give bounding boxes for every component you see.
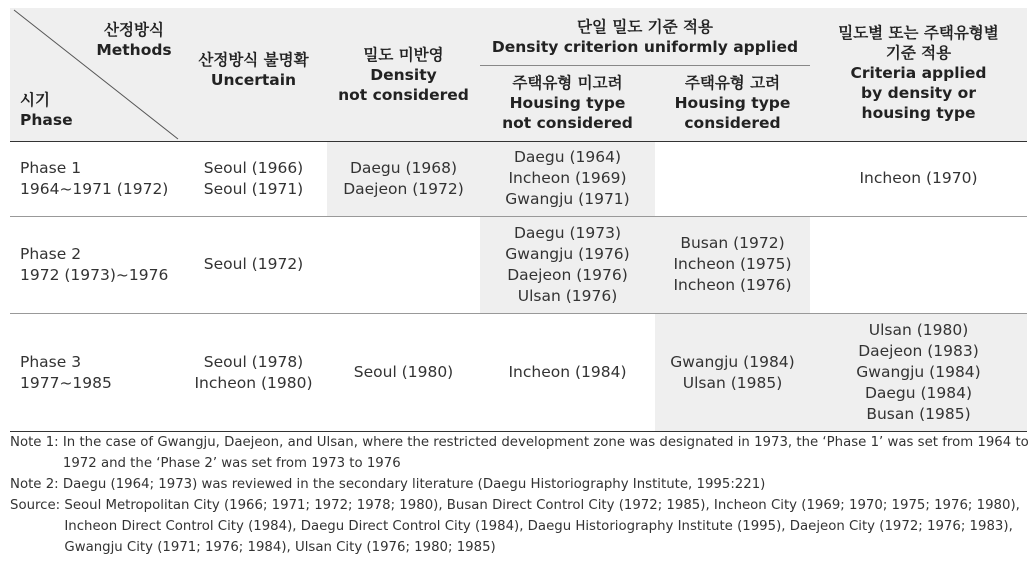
list-item: Incheon (1970) [859, 169, 978, 187]
corner-phase-en: Phase [20, 111, 73, 129]
row3-phase-period: 1977~1985 [20, 373, 112, 392]
note-line: Daegu (1964; 1973) was reviewed in the secondary literature (Daegu Historiography Institute, 1995:221) [62, 477, 766, 492]
list-item: Seoul (1971) [203, 179, 304, 198]
note-1-label: Note 1: [10, 435, 63, 450]
header-density-uniform [480, 8, 810, 65]
row-divider [10, 216, 1027, 217]
source-label: Source: [10, 498, 65, 513]
row3-phase [10, 313, 180, 432]
header-housing-not-considered-ko: 주택유형 미고려 [512, 74, 623, 92]
note-line: Incheon Direct Control City (1984), Daegu Direct Control City (1984), Daegu Historiography Institute (1995), Daejeon City (1972; 1976; 1983), [64, 519, 1013, 534]
row1-criteria [810, 141, 1027, 216]
header-criteria-en-1: Criteria applied [850, 63, 987, 82]
row3-housing-considered [655, 313, 810, 432]
note-2-text [63, 474, 1027, 495]
header-housing-considered-en-1: Housing type [674, 94, 791, 112]
list-item: Daegu (1968) [349, 158, 458, 177]
header-criteria-applied [810, 8, 1027, 141]
list-item: Incheon (1976) [673, 276, 792, 294]
list-item: Seoul (1978) [203, 352, 304, 371]
row-divider [10, 313, 1027, 314]
header-bottom-rule [10, 141, 1027, 142]
list-item: Ulsan (1985) [682, 373, 783, 392]
header-housing-not-considered-en-2: not considered [502, 114, 633, 132]
note-1 [10, 432, 1027, 474]
list-item: Incheon (1984) [508, 363, 627, 381]
header-density-not-considered-en-2: not considered [338, 85, 469, 104]
note-line: Gwangju City (1971; 1976; 1984), Ulsan City (1976; 1980; 1985) [64, 540, 496, 555]
row1-phase [10, 141, 180, 216]
list-item: Incheon (1980) [194, 373, 313, 392]
header-uncertain-ko: 산정방식 불명확 [198, 50, 309, 69]
header-housing-considered-ko: 주택유형 고려 [684, 74, 781, 92]
header-uncertain-en: Uncertain [210, 70, 297, 89]
header-housing-not-considered [480, 65, 655, 141]
row1-density-not-considered [327, 141, 480, 216]
list-item: Daejeon (1983) [858, 342, 979, 360]
list-item: Busan (1972) [680, 234, 785, 252]
row3-uncertain [180, 313, 327, 432]
list-item: Daegu (1984) [864, 384, 973, 402]
list-item: Gwangju (1976) [505, 244, 630, 263]
row1-uncertain [180, 141, 327, 216]
note-line: 1972 and the ‘Phase 2’ was set from 1973 to 1976 [62, 456, 401, 471]
row3-criteria [810, 313, 1027, 432]
header-criteria-en-2: by density or [861, 83, 976, 102]
row2-housing-considered [655, 216, 810, 313]
list-item: Incheon (1975) [673, 255, 792, 273]
row3-phase-name: Phase 3 [20, 352, 82, 371]
header-criteria-ko-2: 기준 적용 [885, 43, 952, 62]
corner-methods-label [94, 18, 174, 62]
row2-phase [10, 216, 180, 313]
note-2 [10, 474, 1027, 495]
corner-phase-label [20, 88, 80, 132]
list-item: Daejeon (1972) [343, 179, 464, 198]
header-density-not-considered [327, 8, 480, 141]
header-density-uniform-en: Density criterion uniformly applied [491, 37, 799, 56]
row2-uncertain [180, 216, 327, 313]
row1-phase-name: Phase 1 [20, 158, 82, 177]
row3-housing-not-considered [480, 313, 655, 432]
list-item: Daegu (1973) [513, 223, 622, 242]
list-item: Incheon (1969) [508, 169, 627, 187]
corner-phase-ko: 시기 [20, 91, 50, 109]
header-uncertain [180, 8, 327, 141]
note-line: Seoul Metropolitan City (1966; 1971; 1972; 1978; 1980), Busan Direct Control City (1972; 1985), Incheon City (1969; 1970; 1975; 1976; 1980), [64, 498, 1020, 513]
row1-housing-not-considered [480, 141, 655, 216]
header-housing-considered-en-2: considered [684, 114, 781, 132]
housing-criteria-table [10, 8, 1027, 432]
list-item: Busan (1985) [866, 405, 971, 423]
row2-phase-name: Phase 2 [20, 244, 82, 263]
list-item: Daegu (1964) [513, 148, 622, 166]
header-density-uniform-ko: 단일 밀도 기준 적용 [577, 17, 713, 36]
list-item: Daejeon (1976) [507, 265, 628, 284]
list-item: Seoul (1966) [203, 158, 304, 177]
row1-phase-period: 1964~1971 (1972) [20, 179, 169, 198]
list-item: Gwangju (1971) [505, 190, 630, 208]
header-housing-not-considered-en-1: Housing type [509, 94, 626, 112]
corner-methods-ko: 산정방식 [104, 21, 164, 39]
note-1-text [63, 432, 1029, 474]
header-criteria-en-3: housing type [861, 103, 976, 122]
list-item: Ulsan (1980) [868, 321, 969, 339]
row2-phase-period: 1972 (1973)~1976 [20, 265, 169, 284]
header-density-not-considered-en-1: Density [370, 65, 437, 84]
header-criteria-ko-1: 밀도별 또는 주택유형별 [838, 23, 999, 42]
table-notes [10, 432, 1027, 558]
list-item: Seoul (1980) [353, 363, 454, 381]
list-item: Gwangju (1984) [856, 363, 981, 381]
source-text [64, 495, 1027, 558]
header-density-not-considered-ko: 밀도 미반영 [363, 45, 444, 64]
note-2-label: Note 2: [10, 477, 63, 492]
note-line: In the case of Gwangju, Daejeon, and Ulsan, where the restricted development zone was designated in 1973, the ‘Phase 1’ was set from 1964 to [62, 435, 1029, 450]
list-item: Seoul (1972) [203, 255, 304, 273]
header-housing-considered [655, 65, 810, 141]
source-note [10, 495, 1027, 558]
list-item: Ulsan (1976) [517, 286, 618, 305]
list-item: Gwangju (1984) [670, 352, 795, 371]
corner-methods-en: Methods [96, 41, 172, 59]
row3-density-not-considered [327, 313, 480, 432]
row2-housing-not-considered [480, 216, 655, 313]
